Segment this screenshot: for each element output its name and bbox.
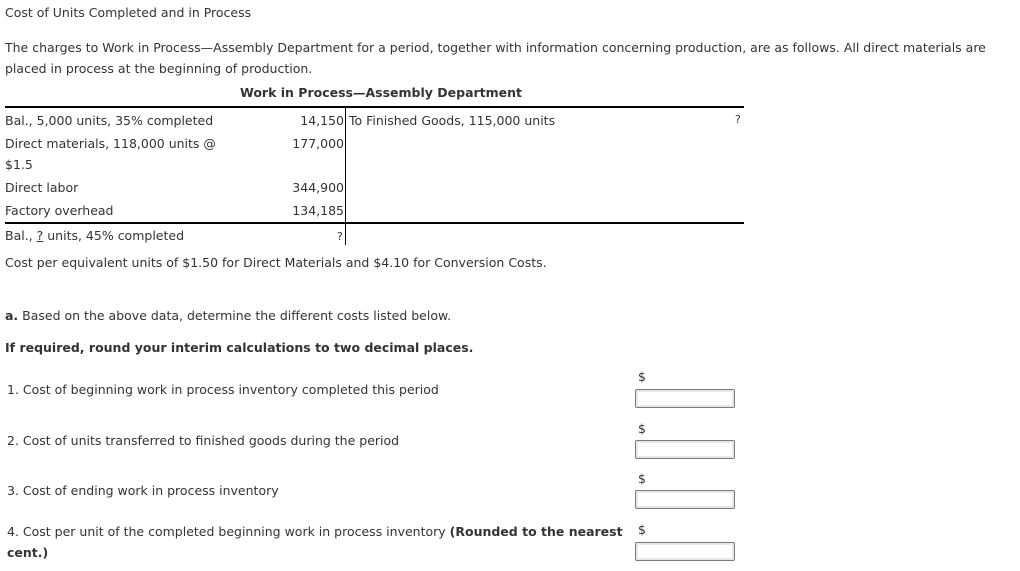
question-2-currency: $ bbox=[638, 421, 646, 436]
cost-note: Cost per equivalent units of $1.50 for Direct Materials and $4.10 for Conversion Costs. bbox=[5, 255, 547, 270]
ending-balance-suffix: units, 45% completed bbox=[43, 228, 185, 243]
question-3-currency: $ bbox=[638, 471, 646, 486]
question-2-label: 2. Cost of units transferred to finished goods during the period bbox=[7, 433, 400, 448]
question-4-label-note-cont: cent.) bbox=[7, 545, 49, 560]
t-account-divider bbox=[345, 108, 346, 245]
question-4-label bbox=[7, 524, 623, 539]
question-4-label-main: 4. Cost per unit of the completed beginning work in process inventory bbox=[7, 524, 450, 539]
credit-label-finished-goods: To Finished Goods, 115,000 units bbox=[349, 113, 556, 128]
part-a-marker: a. bbox=[5, 308, 19, 323]
question-4-currency: $ bbox=[638, 522, 646, 537]
intro-text: The charges to Work in Process—Assembly Department for a period, together with information concerning production, are as follows. All direct materials are placed in process at the beginning of production. bbox=[5, 40, 986, 76]
debit-label-direct-materials-rate: $1.5 bbox=[5, 157, 33, 172]
t-account-bottom-rule bbox=[5, 222, 744, 224]
t-account-top-rule bbox=[5, 106, 744, 108]
credit-value-finished-goods: ? bbox=[735, 113, 741, 126]
debit-label-direct-labor: Direct labor bbox=[5, 180, 79, 195]
question-4-answer-input[interactable] bbox=[635, 542, 735, 561]
page-title: Cost of Units Completed and in Process bbox=[5, 5, 252, 20]
ending-balance-value: ? bbox=[337, 230, 343, 243]
debit-value-direct-materials: 177,000 bbox=[292, 136, 344, 151]
t-account-title: Work in Process—Assembly Department bbox=[240, 85, 523, 100]
question-1-currency: $ bbox=[638, 369, 646, 384]
question-3-label: 3. Cost of ending work in process inventory bbox=[7, 483, 279, 498]
debit-label-direct-materials: Direct materials, 118,000 units @ bbox=[5, 136, 216, 151]
debit-label-beginning-balance: Bal., 5,000 units, 35% completed bbox=[5, 113, 214, 128]
debit-label-factory-overhead: Factory overhead bbox=[5, 203, 114, 218]
ending-balance-prefix: Bal., bbox=[5, 228, 37, 243]
question-2-answer-input[interactable] bbox=[635, 440, 735, 459]
part-a-text: Based on the above data, determine the different costs listed below. bbox=[22, 308, 452, 323]
question-1-label: 1. Cost of beginning work in process inventory completed this period bbox=[7, 382, 439, 397]
debit-value-direct-labor: 344,900 bbox=[292, 180, 344, 195]
part-a-prompt bbox=[5, 308, 451, 323]
ending-balance-units: ? bbox=[36, 228, 44, 243]
question-3-answer-input[interactable] bbox=[635, 490, 735, 509]
debit-value-beginning-balance: 14,150 bbox=[300, 113, 344, 128]
question-4-label-note: (Rounded to the nearest bbox=[449, 524, 623, 539]
question-1-answer-input[interactable] bbox=[635, 389, 735, 408]
ending-balance-label bbox=[5, 228, 184, 243]
rounding-instruction: If required, round your interim calculations to two decimal places. bbox=[5, 340, 474, 355]
debit-value-factory-overhead: 134,185 bbox=[292, 203, 344, 218]
